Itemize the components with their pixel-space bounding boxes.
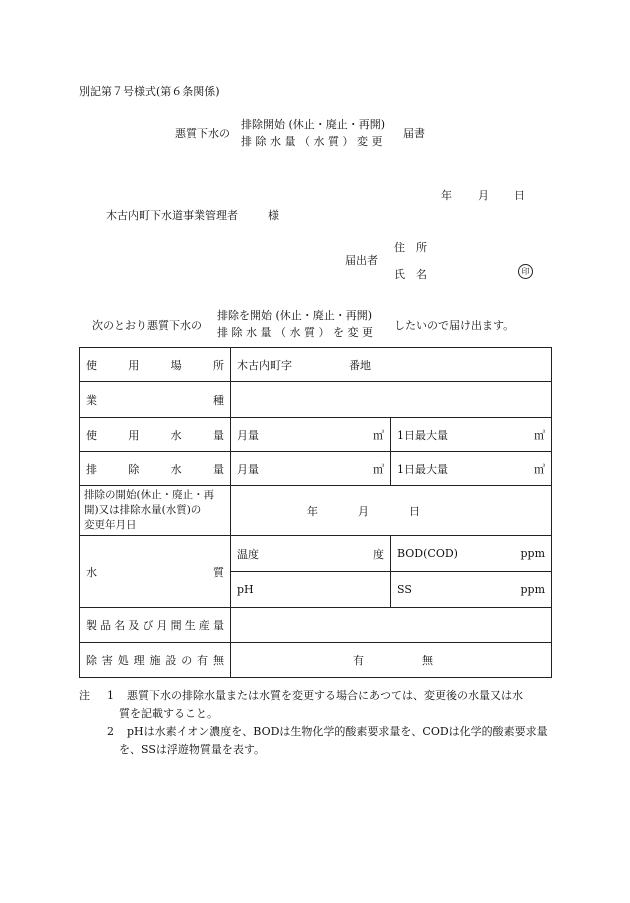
note-1-text-a: 悪質下水の排除水量または水質を変更する場合にあつては、変更後の水量又は水 xyxy=(127,689,523,702)
seal-mark: 印 xyxy=(518,264,533,279)
ss-cell[interactable] xyxy=(391,572,552,608)
change-date-value-cell[interactable] xyxy=(231,486,552,536)
usage-daily-unit: ㎥ xyxy=(534,428,545,442)
note-2-text-b: を、SSは浮遊物質量を表す。 xyxy=(119,743,265,756)
bod-unit: ppm xyxy=(520,547,545,560)
heading-stack xyxy=(241,116,385,150)
heading-line-1: 排除開始 (休止・廃止・再開) xyxy=(241,118,386,131)
facility-value-cell[interactable] xyxy=(231,643,552,678)
location-value-cell[interactable] xyxy=(231,348,552,382)
location-label: 使 用 場 所 xyxy=(86,358,224,372)
change-date-label-1: 排除の開始(休止・廃止・再 xyxy=(84,489,215,501)
statement-line-2: 排 除 水 量 （ 水 質 ） を 変 更 xyxy=(217,326,373,339)
quality-label: 水 質 xyxy=(86,565,224,579)
facility-label: 除 害 処 理 施 設 の 有 無 xyxy=(86,654,224,667)
discharge-monthly-label: 月量 xyxy=(237,462,259,476)
facility-label-cell xyxy=(80,643,231,678)
product-label: 製 品 名 及 び 月 間 生 産 量 xyxy=(86,619,224,632)
change-date-day: 日 xyxy=(409,504,420,518)
temperature-unit: 度 xyxy=(373,547,384,561)
notes-mark: 注 xyxy=(79,689,90,702)
ss-unit: ppm xyxy=(520,583,545,596)
product-label-cell xyxy=(80,608,231,643)
change-date-label-3: 変更年月日 xyxy=(84,519,137,531)
heading-line-2: 排 除 水 量 （ 水 質 ） 変 更 xyxy=(241,135,383,148)
facility-row xyxy=(80,643,552,678)
location-banchi: 番地 xyxy=(349,358,371,372)
location-row xyxy=(80,348,552,382)
usage-label: 使 用 水 量 xyxy=(86,428,224,442)
facility-no[interactable]: 無 xyxy=(422,654,433,667)
note-1-text-b: 質を記載すること。 xyxy=(119,707,218,720)
name-label: 氏 名 xyxy=(394,268,427,281)
bod-label: BOD(COD) xyxy=(397,547,458,560)
quality-row-1 xyxy=(80,536,552,572)
usage-monthly-label: 月量 xyxy=(237,428,259,442)
ph-label: pH xyxy=(237,583,254,596)
temperature-cell[interactable] xyxy=(231,536,391,572)
applicant-label: 届出者 xyxy=(345,254,378,267)
change-date-year: 年 xyxy=(307,504,318,518)
addressee-honorific: 様 xyxy=(268,209,279,222)
discharge-row xyxy=(80,452,552,486)
industry-value-cell[interactable] xyxy=(231,382,552,418)
discharge-daily-label: 1日最大量 xyxy=(397,462,448,476)
note-1-number: 1 xyxy=(107,689,114,702)
bod-cell[interactable] xyxy=(391,536,552,572)
discharge-daily-cell[interactable] xyxy=(391,452,552,486)
statement-stack xyxy=(217,307,373,341)
location-town: 木古内町字 xyxy=(237,358,292,372)
quality-label-cell xyxy=(80,536,231,608)
notes-section xyxy=(79,687,559,759)
temperature-label: 温度 xyxy=(237,547,259,561)
note-2 xyxy=(79,723,559,741)
usage-monthly-unit: ㎥ xyxy=(373,428,384,442)
industry-label: 業 種 xyxy=(86,393,224,407)
note-2-number: 2 xyxy=(107,725,114,738)
date-day: 日 xyxy=(514,189,525,202)
product-value-cell[interactable] xyxy=(231,608,552,643)
location-label-cell xyxy=(80,348,231,382)
ph-cell[interactable] xyxy=(231,572,391,608)
heading-prefix: 悪質下水の xyxy=(175,127,230,140)
change-date-month: 月 xyxy=(358,504,369,518)
note-1 xyxy=(79,687,559,705)
discharge-label: 排 除 水 量 xyxy=(86,462,224,476)
usage-monthly-cell[interactable] xyxy=(231,418,391,452)
discharge-label-cell xyxy=(80,452,231,486)
usage-daily-cell[interactable] xyxy=(391,418,552,452)
date-year: 年 xyxy=(441,189,452,202)
usage-daily-label: 1日最大量 xyxy=(397,428,448,442)
industry-label-cell xyxy=(80,382,231,418)
change-date-label-2: 開)又は排除水量(水質)の xyxy=(84,504,202,516)
industry-row xyxy=(80,382,552,418)
change-date-label-cell xyxy=(80,486,231,536)
change-date-row xyxy=(80,486,552,536)
application-table xyxy=(79,347,552,678)
address-label: 住 所 xyxy=(394,241,427,254)
form-number: 別記第７号様式(第６条関係) xyxy=(79,85,220,98)
discharge-monthly-unit: ㎥ xyxy=(373,462,384,476)
heading-suffix: 届書 xyxy=(403,127,425,140)
statement-line-1: 排除を開始 (休止・廃止・再開) xyxy=(217,309,373,322)
note-2-text-a: pHは水素イオン濃度を、BODは生物化学的酸素要求量を、CODは化学的酸素要求量 xyxy=(127,725,548,738)
statement-suffix: したいので届け出ます。 xyxy=(394,319,515,332)
date-month: 月 xyxy=(478,189,489,202)
product-row xyxy=(80,608,552,643)
discharge-daily-unit: ㎥ xyxy=(534,462,545,476)
facility-yes[interactable]: 有 xyxy=(353,654,364,667)
ss-label: SS xyxy=(397,583,412,596)
usage-row xyxy=(80,418,552,452)
statement-prefix: 次のとおり悪質下水の xyxy=(92,319,202,332)
addressee-name: 木古内町下水道事業管理者 xyxy=(106,209,238,222)
discharge-monthly-cell[interactable] xyxy=(231,452,391,486)
usage-label-cell xyxy=(80,418,231,452)
